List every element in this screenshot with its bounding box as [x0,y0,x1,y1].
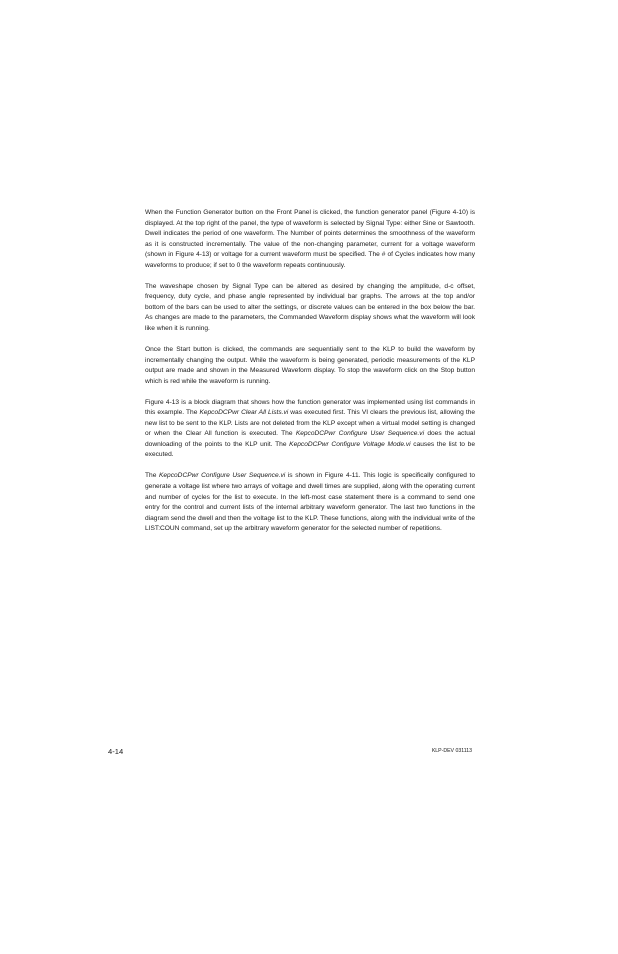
paragraph-start-button [145,345,475,387]
vi-name: KepcoDCPwr Configure Voltage Mode.vi [289,440,411,448]
body-text [145,208,475,545]
text-run: Figure 4-13 is a block diagram that shows how the function generator was implemented using list commands in this example. The [145,398,475,417]
text-run: was executed first. This VI clears the previous list, allowing the new list to be sent to the KLP. Lists are not deleted from the KLP except when a virtual model setting is changed or when the Clear All function is executed. The [145,409,475,438]
paragraph-block-diagram [145,398,475,461]
paragraph-waveshape [145,282,475,335]
text-run: Once the Start button is clicked, the commands are sequentially sent to the KLP to build the waveform by incrementally changing the output. While the waveform is being generated, periodic measurements of the KLP output are made and shown in the Measured Waveform display. To stop the waveform click on the Stop button which is red while the waveform is running. [145,346,475,385]
text-run: does the actual downloading of the points to the KLP unit. The [145,430,475,448]
vi-name: KepcoDCPwr Configure User Sequence.vi [158,472,286,480]
text-run: is shown in Figure 4-11. This logic is specifically configured to generate a voltage list where two arrays of voltage and dwell times are supplied, along with the operating current and number of cycles for the list to execute. In the left-most case statement there is a command to send one entry for the control and current lists of the internal arbitrary waveform generator. The last two functions in the diagram send the dwell and then the voltage list to the KLP. These functions, along with the individual write of the LIST:COUN command, set up the arbitrary waveform generator for the selected number of repetitions. [145,472,476,533]
text-run: causes the list to be executed. [145,440,475,459]
text-run: The waveshape chosen by Signal Type can be altered as desired by changing the amplitude, d-c offset, frequency, duty cycle, and phase angle represented by individual bar graphs. The arrows at the top and/or bottom of the bars can be used to alter the settings, or discrete values can be entered in the box below the bar. As changes are made to the parameters, the Commanded Waveform display shows what the waveform will look like when it is running. [145,282,475,332]
vi-name: KepcoDCPwr Clear All Lists.vi [199,409,289,417]
paragraph-function-generator-panel [145,208,475,271]
page-number: 4-14 [108,747,124,756]
vi-name: KepcoDCPwr Configure User Sequence.vi [295,430,425,438]
document-id: KLP-DEV 031113 [431,748,472,754]
text-run: When the Function Generator button on the Front Panel is clicked, the function generator panel (Figure 4-10) is displayed. At the top right of the panel, the type of waveform is selected by Signal Type: either Sine or Sawtooth. Dwell indicates the period of one waveform. The Number of points determines the smoothness of the waveform as it is constructed incrementally. The value of the non-changing parameter, current for a voltage waveform (shown in Figure 4-13) or voltage for a current waveform must be specified. The # of Cycles indicates how many waveforms to produce; if set to 0 the waveform repeats continuously. [145,209,475,269]
text-run: The [145,472,159,480]
paragraph-user-sequence [145,471,475,534]
